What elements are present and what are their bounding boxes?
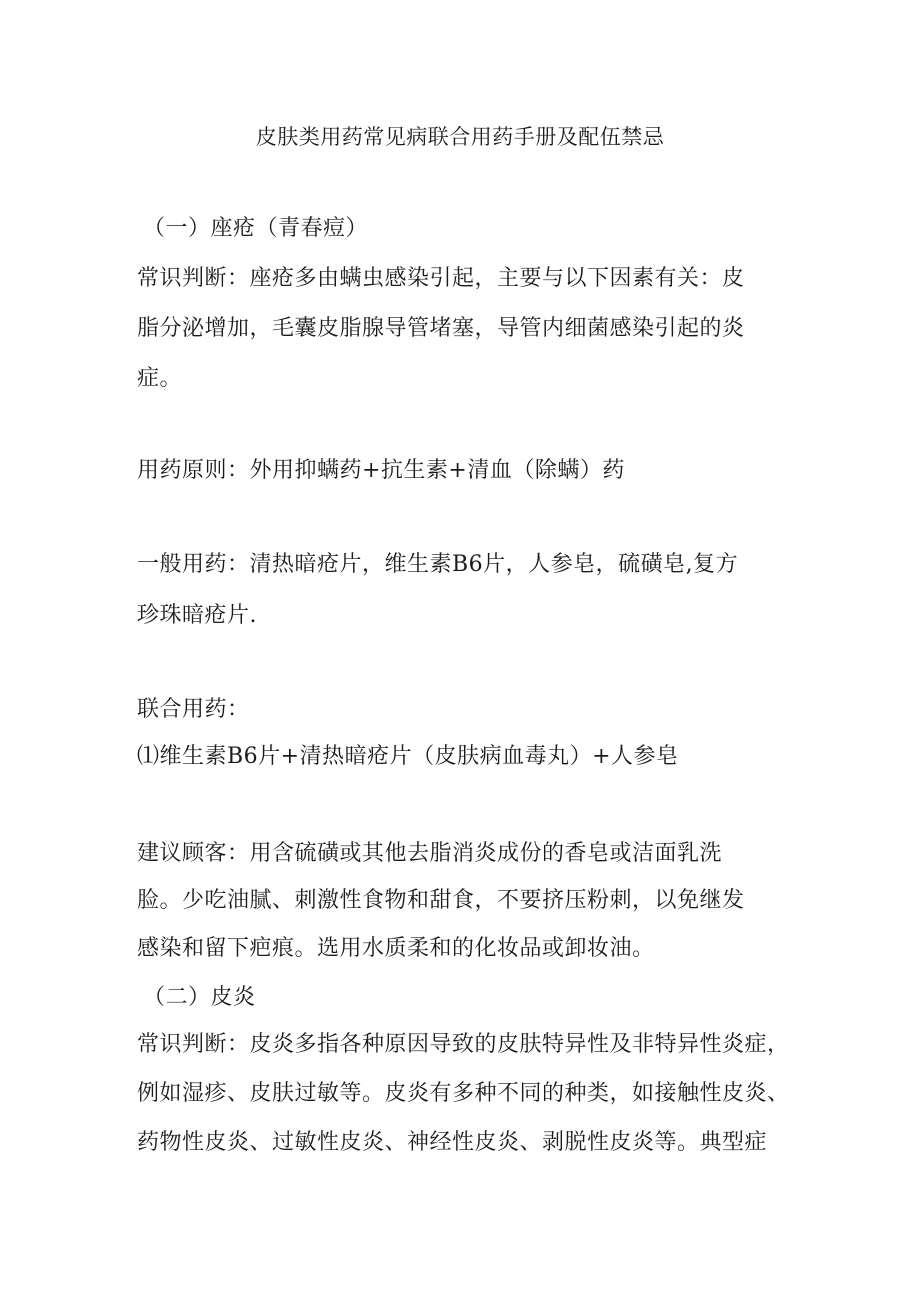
combination-label: 联合用药：: [137, 697, 250, 722]
common-sense-line: 常识判断：座疮多由螨虫感染引起，主要与以下因素有关：皮: [137, 266, 745, 291]
medication-principle: 用药原则：外用抑螨药+抗生素+清血（除螨）药: [137, 458, 625, 483]
common-sense-line: 症。: [137, 366, 183, 391]
common-sense-line: 药物性皮炎、过敏性皮炎、神经性皮炎、剥脱性皮炎等。典型症: [137, 1130, 768, 1155]
general-medication-line: 一般用药：清热暗疮片，维生素B6片，人参皂，硫磺皂,复方: [137, 552, 739, 577]
document-title: 皮肤类用药常见病联合用药手册及配伍禁忌: [255, 125, 665, 149]
common-sense-line: 脂分泌增加，毛囊皮脂腺导管堵塞，导管内细菌感染引起的炎: [137, 316, 745, 341]
advice-line: 脸。少吃油腻、刺激性食物和甜食，不要挤压粉刺，以免继发: [137, 888, 745, 913]
section-heading-dermatitis: （二）皮炎: [143, 985, 256, 1010]
section-heading-acne: （一）座疮（青春痘）: [143, 216, 369, 241]
combination-item: ⑴维生素B6片+清热暗疮片（皮肤病血毒丸）+人参皂: [137, 744, 679, 769]
general-medication-line: 珍珠暗疮片.: [137, 603, 257, 628]
common-sense-line: 常识判断：皮炎多指各种原因导致的皮肤特异性及非特异性炎症，: [137, 1032, 790, 1057]
advice-line: 感染和留下疤痕。选用水质柔和的化妆品或卸妆油。: [137, 936, 655, 961]
advice-line: 建议顾客：用含硫磺或其他去脂消炎成份的香皂或洁面乳洗: [137, 841, 723, 866]
common-sense-line: 例如湿疹、皮肤过敏等。皮炎有多种不同的种类，如接触性皮炎、: [137, 1081, 790, 1106]
